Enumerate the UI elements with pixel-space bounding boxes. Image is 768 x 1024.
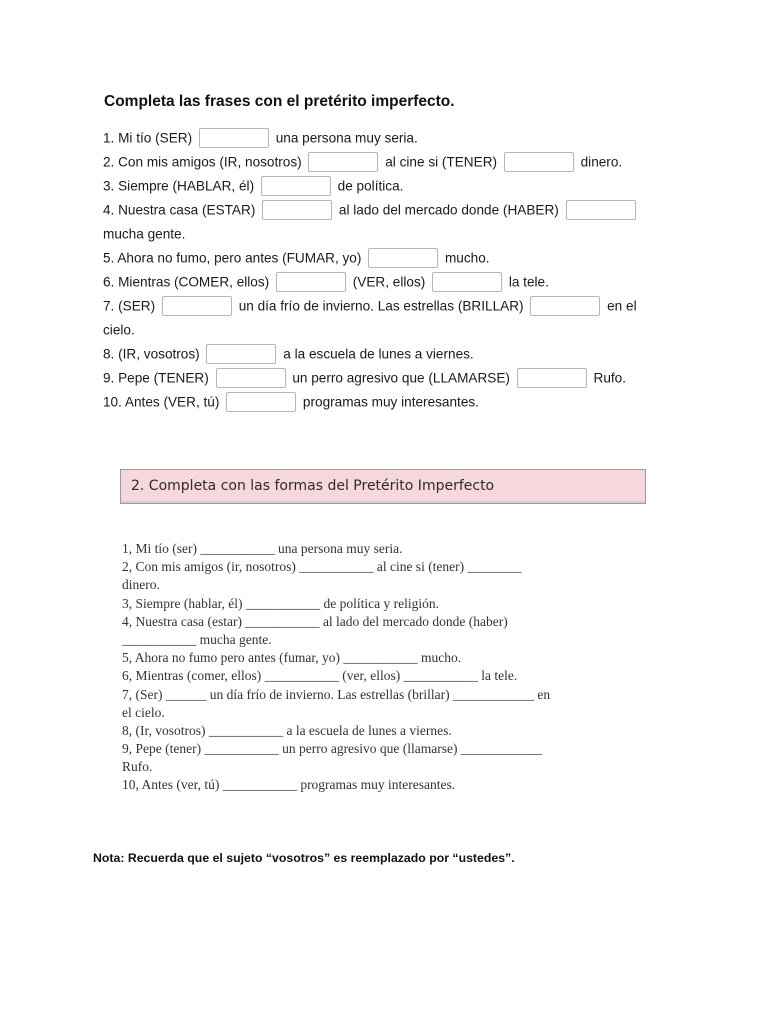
- answer-input[interactable]: [199, 128, 269, 148]
- item-text: 1. Mi tío (SER): [103, 130, 193, 146]
- item-text: a la escuela de lunes a viernes.: [283, 346, 474, 362]
- exercise1-item-3: [103, 174, 663, 198]
- item-text: un perro agresivo que (LLAMARSE): [292, 370, 510, 386]
- item-text: al cine si (TENER): [385, 154, 498, 170]
- exercise1-list: [103, 126, 663, 414]
- item-text: un día frío de invierno. Las estrellas (BRILLAR): [238, 298, 524, 314]
- answer-input[interactable]: [368, 248, 438, 268]
- exercise1-item-5: [103, 246, 663, 270]
- answer-input[interactable]: [226, 392, 296, 412]
- item-text: 9. Pepe (TENER): [103, 370, 209, 386]
- answer-input[interactable]: [216, 368, 286, 388]
- item-text: 10. Antes (VER, tú): [103, 394, 220, 410]
- exercise2-line: 8, (Ir, vosotros) ___________ a la escuela de lunes a viernes.: [122, 722, 452, 738]
- exercise2-line: Rufo.: [122, 759, 153, 775]
- exercise2-line: 10, Antes (ver, tú) ___________ programas muy interesantes.: [122, 777, 456, 793]
- exercise1-item-1: [103, 126, 663, 150]
- exercise2-line: 5, Ahora no fumo pero antes (fumar, yo) ___________ mucho.: [122, 650, 462, 666]
- item-text: cielo.: [103, 322, 135, 338]
- item-text: al lado del mercado donde (HABER): [338, 202, 559, 218]
- exercise2-line: el cielo.: [122, 704, 165, 720]
- exercise1-item-4: [103, 198, 663, 222]
- answer-input[interactable]: [206, 344, 276, 364]
- item-text: 6. Mientras (COMER, ellos): [103, 274, 270, 290]
- note-text: Nota: Recuerda que el sujeto “vosotros” es reemplazado por “ustedes”.: [93, 851, 515, 865]
- answer-input[interactable]: [262, 200, 332, 220]
- item-text: 4. Nuestra casa (ESTAR): [103, 202, 256, 218]
- exercise2-line: 4, Nuestra casa (estar) ___________ al lado del mercado donde (haber): [122, 613, 508, 629]
- exercise1-item-7: [103, 294, 663, 318]
- item-text: dinero.: [580, 154, 623, 170]
- exercise1-item-6: [103, 270, 663, 294]
- exercise1-item-9: [103, 366, 663, 390]
- exercise1-item-8: [103, 342, 663, 366]
- item-text: Rufo.: [593, 370, 626, 386]
- item-text: (VER, ellos): [352, 274, 426, 290]
- answer-input[interactable]: [566, 200, 636, 220]
- exercise2-line: 1, Mi tío (ser) ___________ una persona muy seria.: [122, 541, 403, 556]
- item-text: 2. Con mis amigos (IR, nosotros): [103, 154, 302, 170]
- exercise2-line: 9, Pepe (tener) ___________ un perro agresivo que (llamarse) ____________: [122, 741, 542, 757]
- item-text: 3. Siempre (HABLAR, él): [103, 178, 255, 194]
- item-text: programas muy interesantes.: [302, 394, 479, 410]
- exercise1-item-10: [103, 390, 663, 414]
- exercise2-title-banner: [120, 469, 646, 504]
- exercise1-item-7-cont: [103, 318, 663, 342]
- item-text: 7. (SER): [103, 298, 156, 314]
- answer-input[interactable]: [276, 272, 346, 292]
- item-text: 8. (IR, vosotros): [103, 346, 200, 362]
- answer-input[interactable]: [308, 152, 378, 172]
- exercise1-item-2: [103, 150, 663, 174]
- answer-input[interactable]: [517, 368, 587, 388]
- exercise2-line: ___________ mucha gente.: [122, 631, 272, 647]
- exercise2-title: 2. Completa con las formas del Pretérito Imperfecto: [131, 478, 495, 494]
- item-text: de política.: [337, 178, 404, 194]
- exercise2-line: 2, Con mis amigos (ir, nosotros) ___________ al cine si (tener) ________: [122, 559, 522, 575]
- answer-input[interactable]: [504, 152, 574, 172]
- item-text: 5. Ahora no fumo, pero antes (FUMAR, yo): [103, 250, 362, 266]
- item-text: mucho.: [444, 250, 490, 266]
- exercise2-line: 7, (Ser) ______ un día frío de invierno. Las estrellas (brillar) ____________ en: [122, 686, 551, 702]
- exercise1-item-4-cont: [103, 222, 663, 246]
- exercise2-line: dinero.: [122, 577, 160, 593]
- exercise1-title: Completa las frases con el pretérito imperfecto.: [104, 93, 455, 110]
- item-text: mucha gente.: [103, 226, 186, 242]
- answer-input[interactable]: [162, 296, 232, 316]
- answer-input[interactable]: [530, 296, 600, 316]
- answer-input[interactable]: [261, 176, 331, 196]
- answer-input[interactable]: [432, 272, 502, 292]
- exercise2-line: 3, Siempre (hablar, él) ___________ de política y religión.: [122, 595, 440, 611]
- exercise2-list: [122, 540, 652, 795]
- item-text: la tele.: [508, 274, 549, 290]
- item-text: una persona muy seria.: [275, 130, 418, 146]
- item-text: en el: [607, 298, 637, 314]
- exercise2-line: 6, Mientras (comer, ellos) ___________ (ver, ellos) ___________ la tele.: [122, 668, 518, 684]
